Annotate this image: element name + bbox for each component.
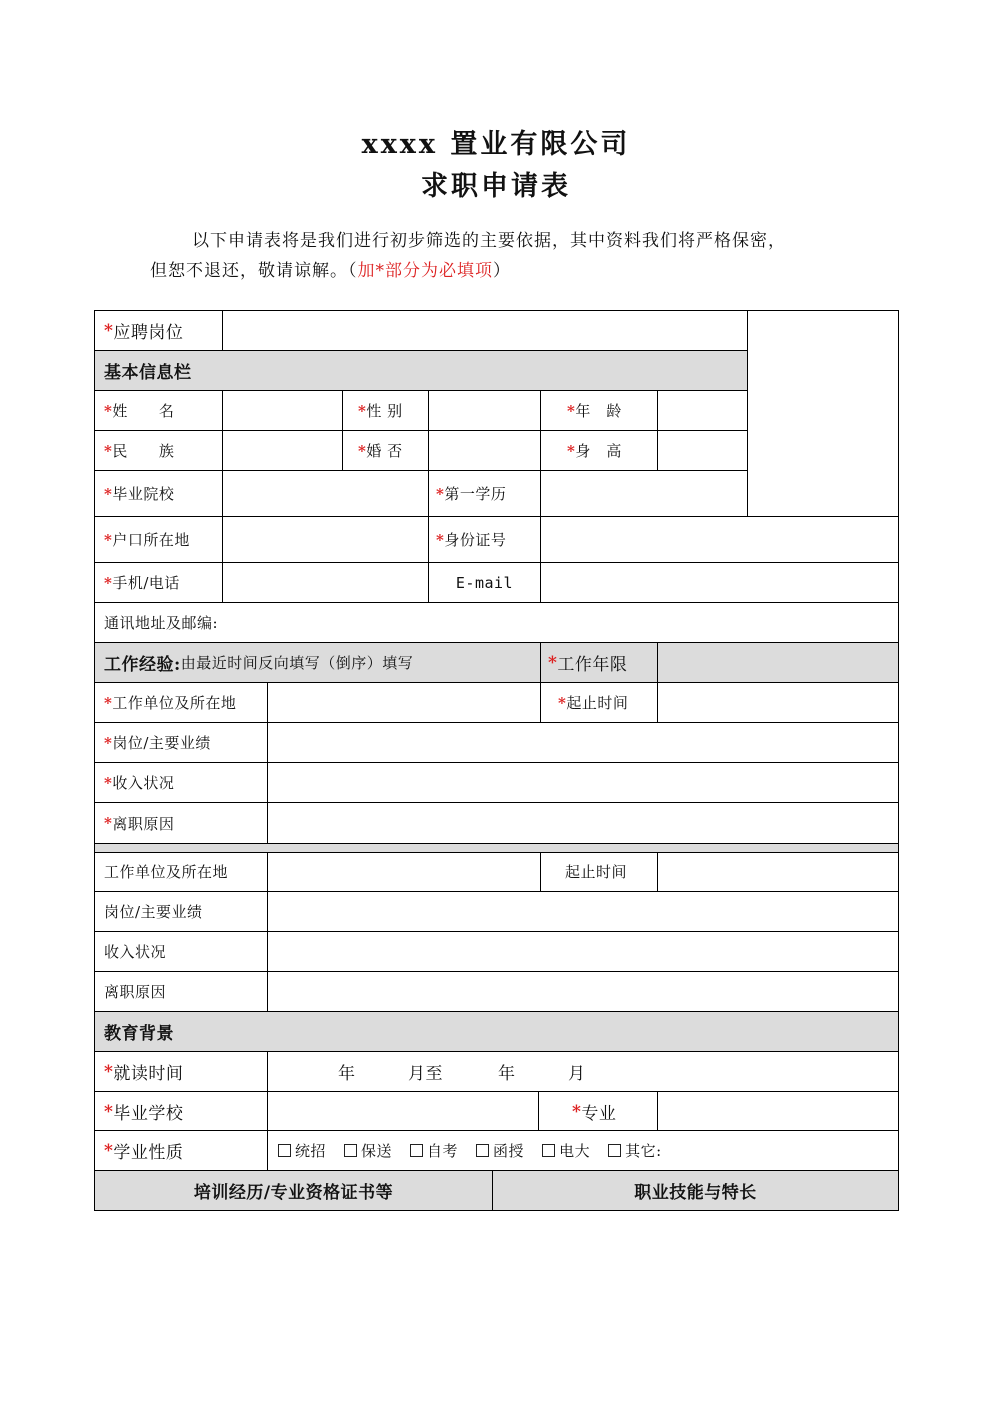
- section-basic-info: 基本信息栏: [104, 363, 192, 383]
- label-role-1: * 岗位/主要业绩: [104, 733, 211, 752]
- input-income-1[interactable]: [268, 763, 898, 802]
- input-school[interactable]: [223, 471, 428, 516]
- study-time-month-end: 月: [568, 1064, 586, 1084]
- label-marital: * 婚 否: [358, 441, 403, 460]
- work-separator-bg: [94, 843, 898, 852]
- input-id-number[interactable]: [541, 517, 898, 562]
- option-hanshou[interactable]: 函授: [476, 1140, 524, 1161]
- section-skills: 职业技能与特长: [634, 1183, 757, 1203]
- input-work-years[interactable]: [658, 643, 898, 682]
- option-baosong[interactable]: 保送: [344, 1140, 392, 1161]
- option-tongzhao[interactable]: 统招: [278, 1140, 326, 1161]
- form-title: 求职申请表: [421, 171, 571, 202]
- section-training: 培训经历/专业资格证书等: [193, 1183, 394, 1203]
- option-other[interactable]: 其它:: [608, 1140, 662, 1161]
- input-hukou[interactable]: [223, 517, 428, 562]
- option-zikao[interactable]: 自考: [410, 1140, 458, 1161]
- input-position[interactable]: [223, 311, 747, 350]
- checkbox-icon[interactable]: [542, 1144, 555, 1157]
- input-height[interactable]: [658, 431, 747, 470]
- label-employer-1: * 工作单位及所在地: [104, 693, 237, 712]
- input-grad-school[interactable]: [268, 1092, 538, 1130]
- input-phone[interactable]: [223, 563, 428, 602]
- input-employer-2[interactable]: [268, 853, 540, 891]
- input-name[interactable]: [223, 391, 342, 430]
- label-role-2: 岗位/主要业绩: [104, 903, 203, 921]
- input-email[interactable]: [541, 563, 898, 602]
- intro-line-2: 但恕不退还，敬请谅解。（加*部分为必填项）: [150, 261, 511, 281]
- input-employer-1[interactable]: [268, 683, 540, 722]
- label-ethnicity: * 民 族: [104, 441, 175, 460]
- label-phone: * 手机/电话: [104, 573, 180, 592]
- label-income-2: 收入状况: [104, 943, 167, 961]
- checkbox-icon[interactable]: [476, 1144, 489, 1157]
- study-time-year-start: 年: [338, 1064, 356, 1084]
- input-major[interactable]: [658, 1092, 898, 1130]
- checkbox-icon[interactable]: [278, 1144, 291, 1157]
- company-name: xxxx 置业有限公司: [361, 129, 631, 160]
- label-hukou: * 户口所在地: [104, 530, 190, 549]
- input-role-2[interactable]: [268, 892, 898, 931]
- required-note: 加*部分为必填项: [357, 261, 493, 281]
- checkbox-icon[interactable]: [410, 1144, 423, 1157]
- label-period-2: 起止时间: [565, 863, 628, 881]
- checkbox-icon[interactable]: [344, 1144, 357, 1157]
- label-name: * 姓 名: [104, 401, 175, 420]
- label-school: * 毕业院校: [104, 484, 175, 503]
- study-time-month-to: 月至: [408, 1064, 443, 1084]
- basic-info-header-bg: [94, 350, 748, 390]
- label-period-1: * 起止时间: [558, 693, 629, 712]
- label-grad-school: * 毕业学校: [104, 1101, 184, 1124]
- label-leave-reason-2: 离职原因: [104, 983, 167, 1001]
- input-income-2[interactable]: [268, 932, 898, 971]
- input-ethnicity[interactable]: [223, 431, 342, 470]
- label-id-number: * 身份证号: [436, 530, 507, 549]
- label-work-years: * 工作年限: [548, 652, 628, 675]
- label-position: * 应聘岗位: [104, 320, 184, 343]
- education-header-bg: [94, 1011, 898, 1051]
- label-height: * 身 高: [567, 441, 622, 460]
- input-leave-reason-2[interactable]: [268, 972, 898, 1011]
- input-role-1[interactable]: [268, 723, 898, 762]
- label-major: * 专业: [572, 1101, 617, 1124]
- photo-area[interactable]: [748, 311, 898, 516]
- option-dianda[interactable]: 电大: [542, 1140, 590, 1161]
- checkbox-icon[interactable]: [608, 1144, 621, 1157]
- label-leave-reason-1: * 离职原因: [104, 814, 175, 833]
- intro-line-1: 以下申请表将是我们进行初步筛选的主要依据，其中资料我们将严格保密，: [192, 231, 786, 251]
- label-income-1: * 收入状况: [104, 773, 175, 792]
- label-study-time: * 就读时间: [104, 1061, 184, 1084]
- input-first-degree[interactable]: [541, 471, 747, 516]
- input-period-2[interactable]: [658, 853, 898, 891]
- label-employer-2: 工作单位及所在地: [104, 863, 229, 881]
- section-work-experience: 工作经验: 由最近时间反向填写（倒序）填写: [104, 654, 414, 675]
- label-first-degree: * 第一学历: [436, 484, 507, 503]
- input-gender[interactable]: [429, 391, 540, 430]
- study-type-options: [278, 1131, 680, 1170]
- input-leave-reason-1[interactable]: [268, 803, 898, 843]
- study-time-year-end: 年: [498, 1064, 516, 1084]
- label-age: * 年 龄: [567, 401, 622, 420]
- label-address: 通讯地址及邮编:: [104, 614, 219, 632]
- label-email: E-mail: [455, 573, 514, 592]
- section-education: 教育背景: [104, 1024, 174, 1044]
- input-age[interactable]: [658, 391, 747, 430]
- label-gender: * 性 别: [358, 401, 403, 420]
- input-marital[interactable]: [429, 431, 540, 470]
- label-study-type: * 学业性质: [104, 1140, 184, 1163]
- input-period-1[interactable]: [658, 683, 898, 722]
